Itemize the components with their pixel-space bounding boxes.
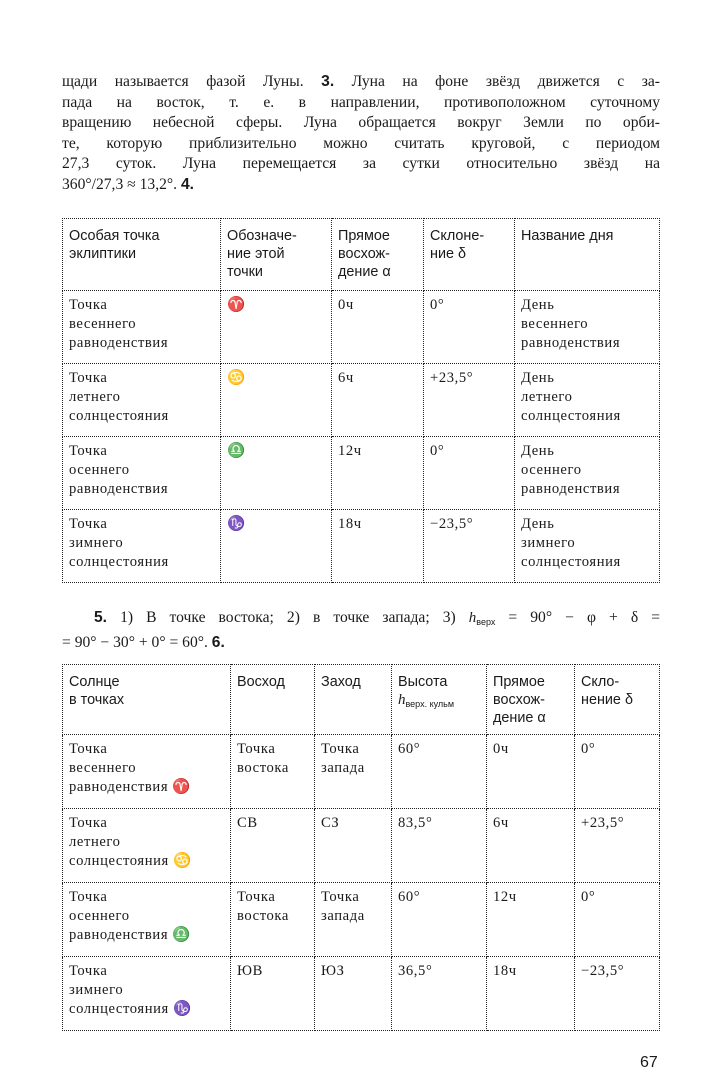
cancer-symbol-icon: ♋ bbox=[173, 853, 192, 869]
cell-height: 60° bbox=[392, 735, 487, 809]
table-row bbox=[63, 809, 660, 883]
item-number-3: 3. bbox=[321, 73, 335, 90]
cell-set: СЗ bbox=[315, 809, 392, 883]
table-row bbox=[63, 364, 660, 437]
cell-dec: +23,5° bbox=[424, 364, 515, 437]
item-number-6: 6. bbox=[211, 633, 225, 651]
header-height: Высота $h_{верх. кульм}$ bbox=[392, 665, 487, 735]
cell-ra: 12ч bbox=[332, 437, 424, 510]
sun-positions-table bbox=[62, 664, 660, 1031]
cell-point: Точка летнего солнцестояния bbox=[63, 364, 221, 437]
header-day-name: Название дня bbox=[515, 219, 660, 291]
text-line: вращению небесной сферы. Луна обращается вокруг Земли по орби- bbox=[62, 114, 660, 132]
table-row bbox=[63, 883, 660, 957]
cell-set: ЮЗ bbox=[315, 957, 392, 1031]
cell-ra: 18ч bbox=[487, 957, 575, 1031]
libra-symbol-icon: ♎ bbox=[172, 927, 192, 943]
item-number-5: 5. bbox=[94, 609, 108, 626]
header-ecliptic-point: Особая точка эклиптики bbox=[63, 219, 221, 291]
cell-ra: 0ч bbox=[332, 291, 424, 364]
cell-dec: 0° bbox=[424, 291, 515, 364]
cell-ra: 12ч bbox=[487, 883, 575, 957]
cell-dec: 0° bbox=[575, 735, 660, 809]
capricorn-symbol-icon: ♑ bbox=[173, 1001, 192, 1017]
cell-day: День весеннего равноденствия bbox=[515, 291, 660, 364]
cell-point: Точка летнего солнцестояния ♋ bbox=[63, 809, 231, 883]
item-number-4: 4. bbox=[180, 175, 194, 193]
cell-ra: 0ч bbox=[487, 735, 575, 809]
cell-point: Точка весеннего равноденствия ♈ bbox=[63, 735, 231, 809]
cell-day: День осеннего равноденствия bbox=[515, 437, 660, 510]
text-line: 5. 1) В точке востока; 2) в точке запада; 3) $h_{верх} = 90^\circ - \varphi + \delta$ = bbox=[94, 609, 660, 627]
cell-day: День летнего солнцестояния bbox=[515, 364, 660, 437]
cell-point: Точка зимнего солнцестояния bbox=[63, 510, 221, 583]
cell-ra: 18ч bbox=[332, 510, 424, 583]
header-right-ascension: Прямое восхож- дение α bbox=[487, 665, 575, 735]
header-right-ascension: Прямое восхож- дение α bbox=[332, 219, 424, 291]
table-row bbox=[63, 291, 660, 364]
cell-dec: 0° bbox=[424, 437, 515, 510]
table-row bbox=[63, 735, 660, 809]
table-row bbox=[63, 437, 660, 510]
cell-height: 83,5° bbox=[392, 809, 487, 883]
header-designation: Обозначе- ние этой точки bbox=[221, 219, 332, 291]
cell-set: Точка запада bbox=[315, 735, 392, 809]
cancer-symbol-icon: ♋ bbox=[221, 364, 332, 437]
cell-ra: 6ч bbox=[487, 809, 575, 883]
cell-rise: Точка востока bbox=[231, 735, 315, 809]
text-line: = 90° − 30° + 0° = 60°. 6. bbox=[62, 633, 225, 651]
aries-symbol-icon: ♈ bbox=[172, 779, 192, 795]
cell-point: Точка весеннего равноденствия bbox=[63, 291, 221, 364]
cell-rise: СВ bbox=[231, 809, 315, 883]
cell-dec: −23,5° bbox=[424, 510, 515, 583]
header-declination: Скло- нение δ bbox=[575, 665, 660, 735]
libra-symbol-icon: ♎ bbox=[221, 437, 332, 510]
capricorn-symbol-icon: ♑ bbox=[221, 510, 332, 583]
text-line: те, которую приблизительно можно считать круговой, с периодом bbox=[62, 134, 660, 152]
answer-paragraph bbox=[62, 608, 660, 653]
cell-dec: −23,5° bbox=[575, 957, 660, 1031]
cell-dec: +23,5° bbox=[575, 809, 660, 883]
cell-height: 60° bbox=[392, 883, 487, 957]
header-sunrise: Восход bbox=[231, 665, 315, 735]
cell-point: Точка осеннего равноденствия ♎ bbox=[63, 883, 231, 957]
table-header-row bbox=[63, 665, 660, 735]
cell-point: Точка осеннего равноденствия bbox=[63, 437, 221, 510]
cell-day: День зимнего солнцестояния bbox=[515, 510, 660, 583]
header-declination: Склоне- ние δ bbox=[424, 219, 515, 291]
cell-rise: ЮВ bbox=[231, 957, 315, 1031]
text-line: пада на восток, т. е. в направлении, противоположном суточному bbox=[62, 93, 660, 111]
ecliptic-points-table bbox=[62, 218, 660, 583]
cell-dec: 0° bbox=[575, 883, 660, 957]
table-row bbox=[63, 957, 660, 1031]
cell-height: 36,5° bbox=[392, 957, 487, 1031]
aries-symbol-icon: ♈ bbox=[221, 291, 332, 364]
intro-paragraph bbox=[62, 72, 660, 196]
cell-point: Точка зимнего солнцестояния ♑ bbox=[63, 957, 231, 1031]
table-row bbox=[63, 510, 660, 583]
text-line: 27,3 суток. Луна перемещается за сутки относительно звёзд на bbox=[62, 155, 660, 173]
table-header-row bbox=[63, 219, 660, 291]
cell-ra: 6ч bbox=[332, 364, 424, 437]
text-line: 360°/27,3 ≈ 13,2°. 4. bbox=[62, 175, 194, 193]
text-line: щади называется фазой Луны. 3. Луна на фоне звёзд движется с за- bbox=[62, 73, 660, 90]
header-sun-points: Солнце в точках bbox=[63, 665, 231, 735]
header-sunset: Заход bbox=[315, 665, 392, 735]
cell-set: Точка запада bbox=[315, 883, 392, 957]
cell-rise: Точка востока bbox=[231, 883, 315, 957]
page-number: 67 bbox=[640, 1054, 658, 1071]
